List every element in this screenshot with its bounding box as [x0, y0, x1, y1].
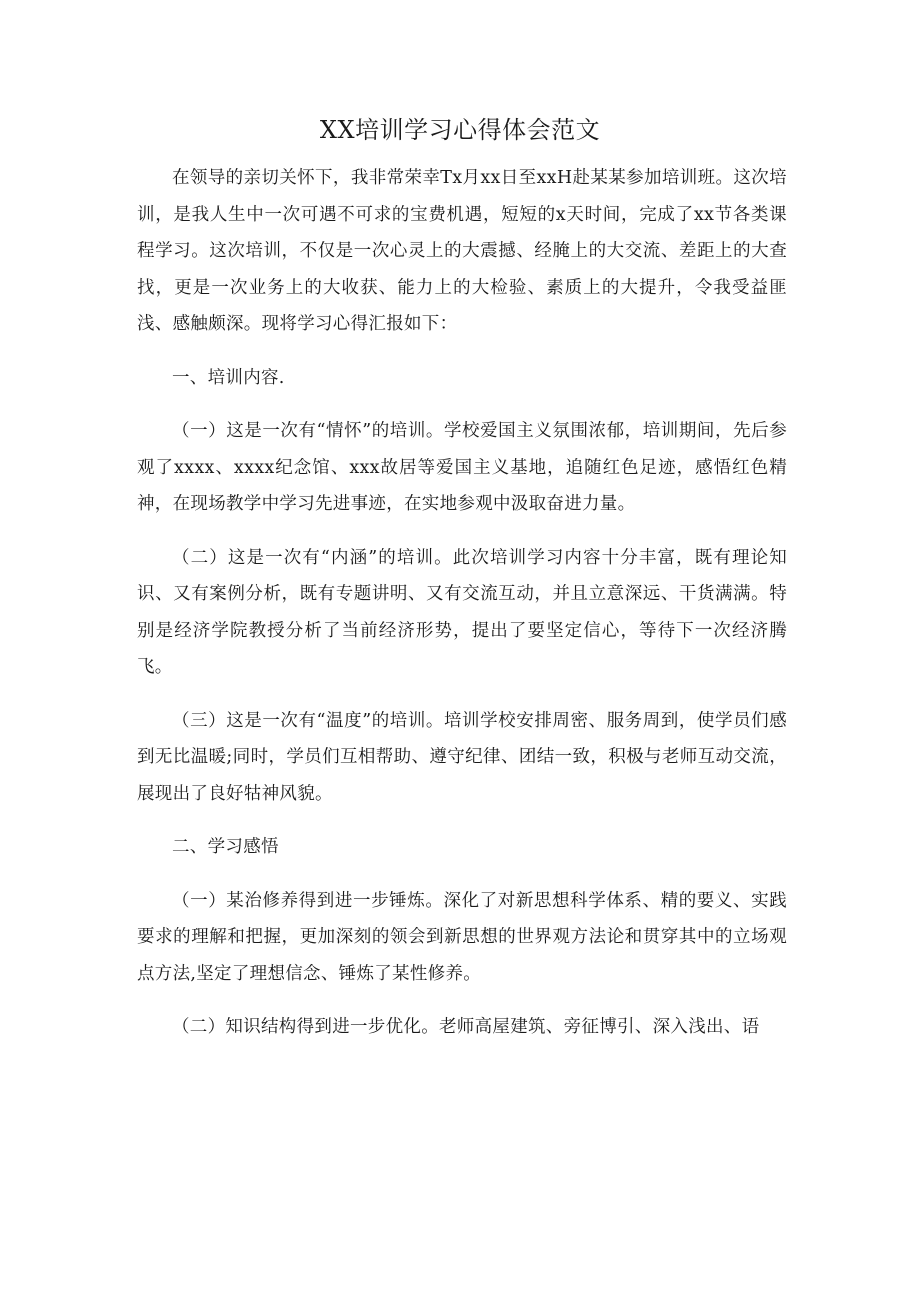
paragraph-intro: 在领导的亲切关怀下，我非常荣幸Tx月xx日至xxH赴某某参加培训班。这次培训，是我人生中一次可遇不可求的宝费机遇，短短的x天时间，完成了xx节各类课程学习。这次培训，不仅是一次心灵上的大震撼、经腌上的大交流、差距上的大查找，更是一次业务上的大收获、能力上的大检验、素质上的大提升，令我受益匪浅、感触颇深。现将学习心得汇报如下： — [137, 168, 787, 334]
document-title: XX培训学习心得体会范文 — [319, 116, 601, 144]
document-body — [137, 160, 787, 1063]
paragraph-training-3: （三）这是一次有“温度”的培训。培训学校安排周密、服务周到，使学员们感到无比温暖;同时，学员们互相帮助、遵守纪律、团结一致，积极与老师互动交流，展现出了良好牯神风貌。 — [137, 710, 787, 804]
paragraph-insight-1: （一）某治修养得到进一步锤炼。深化了对新思想科学体系、精的要义、实践要求的理解和把握，更加深刻的领会到新思想的世界观方法论和贯穿其中的立场观点方法,坚定了理想信念、锤炼了某性修养。 — [137, 890, 787, 984]
section-heading-learning-insights: 二、学习感悟 — [172, 837, 279, 857]
section-heading-training-content: 一、培训内容. — [172, 367, 285, 388]
paragraph-training-2: （二）这是一次有“内涵”的培训。此次培训学习内容十分丰富，既有理论知识、又有案例分析，既有专题讲明、又有交流互动，并且立意深远、干货满满。特别是经济学院教授分析了当前经济形势，提出了要坚定信心，等待下一次经济腾飞。 — [137, 547, 787, 677]
paragraph-training-1: （一）这是一次有“情怀”的培训。学校爱国主义氛围浓郁，培训期间，先后参观了xxxx、xxxx纪念馆、xxx故居等爱国主义基地，追随红色足迹，感悟红色精神，在现场教学中学习先进事迹，在实地参观中汲取奋进力量。 — [137, 421, 787, 514]
paragraph-insight-2: （二）知识结构得到进一步优化。老师高屋建筑、旁征博引、深入浅出、语 — [172, 1017, 760, 1037]
